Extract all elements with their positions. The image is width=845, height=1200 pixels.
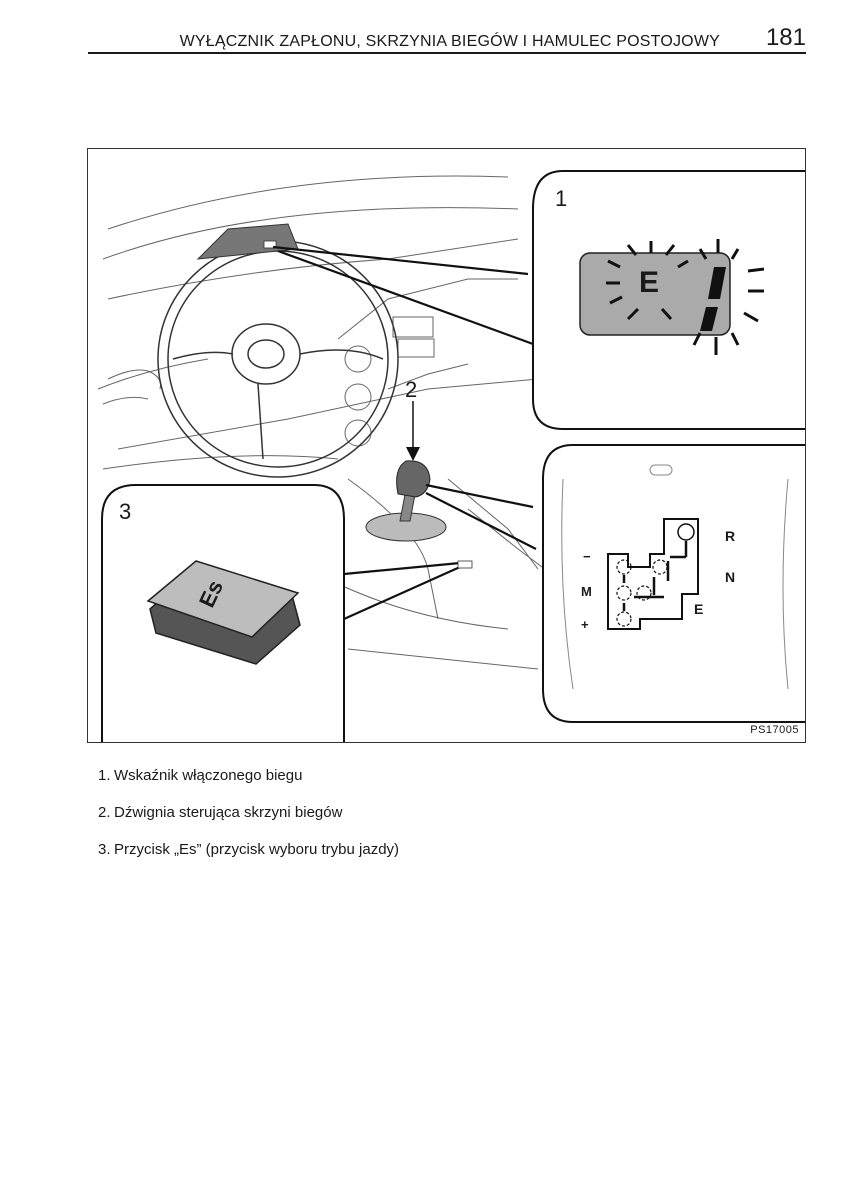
legend-number: 1. <box>98 767 111 784</box>
gear-indicator-e: E <box>639 266 660 299</box>
legend-text: Dźwignia sterująca skrzyni biegów <box>114 804 343 821</box>
legend-item-2 <box>98 803 418 822</box>
page-number: 181 <box>765 24 806 51</box>
figure-code: PS17005 <box>750 724 799 736</box>
legend-text: Wskaźnik włączonego biegu <box>114 767 303 784</box>
gate-n-label: N <box>725 569 736 585</box>
legend-number: 3. <box>98 841 111 858</box>
gate-r-label: R <box>725 528 736 544</box>
car-interior-drawing <box>88 149 806 743</box>
manual-plus-label: + <box>581 617 589 632</box>
page-header <box>88 22 806 54</box>
page-title: WYŁĄCZNIK ZAPŁONU, SKRZYNIA BIEGÓW I HAMULEC POSTOJOWY <box>179 33 720 50</box>
steering-wheel <box>158 241 398 477</box>
es-button-label: Es <box>193 576 229 612</box>
legend-text: Przycisk „Es” (przycisk wyboru trybu jazdy) <box>114 841 400 858</box>
manual-minus-label: − <box>583 549 591 564</box>
legend-number: 2. <box>98 804 111 821</box>
callout-label-1: 1 <box>555 186 568 211</box>
manual-m-label: M <box>581 584 592 599</box>
legend-item-3 <box>98 840 418 859</box>
callout-label-3: 3 <box>119 499 132 524</box>
figure-illustration <box>87 148 806 743</box>
figure-legend <box>98 766 418 877</box>
callout-label-2: 2 <box>405 377 418 402</box>
legend-item-1 <box>98 766 418 785</box>
gate-e-label: E <box>694 601 704 617</box>
